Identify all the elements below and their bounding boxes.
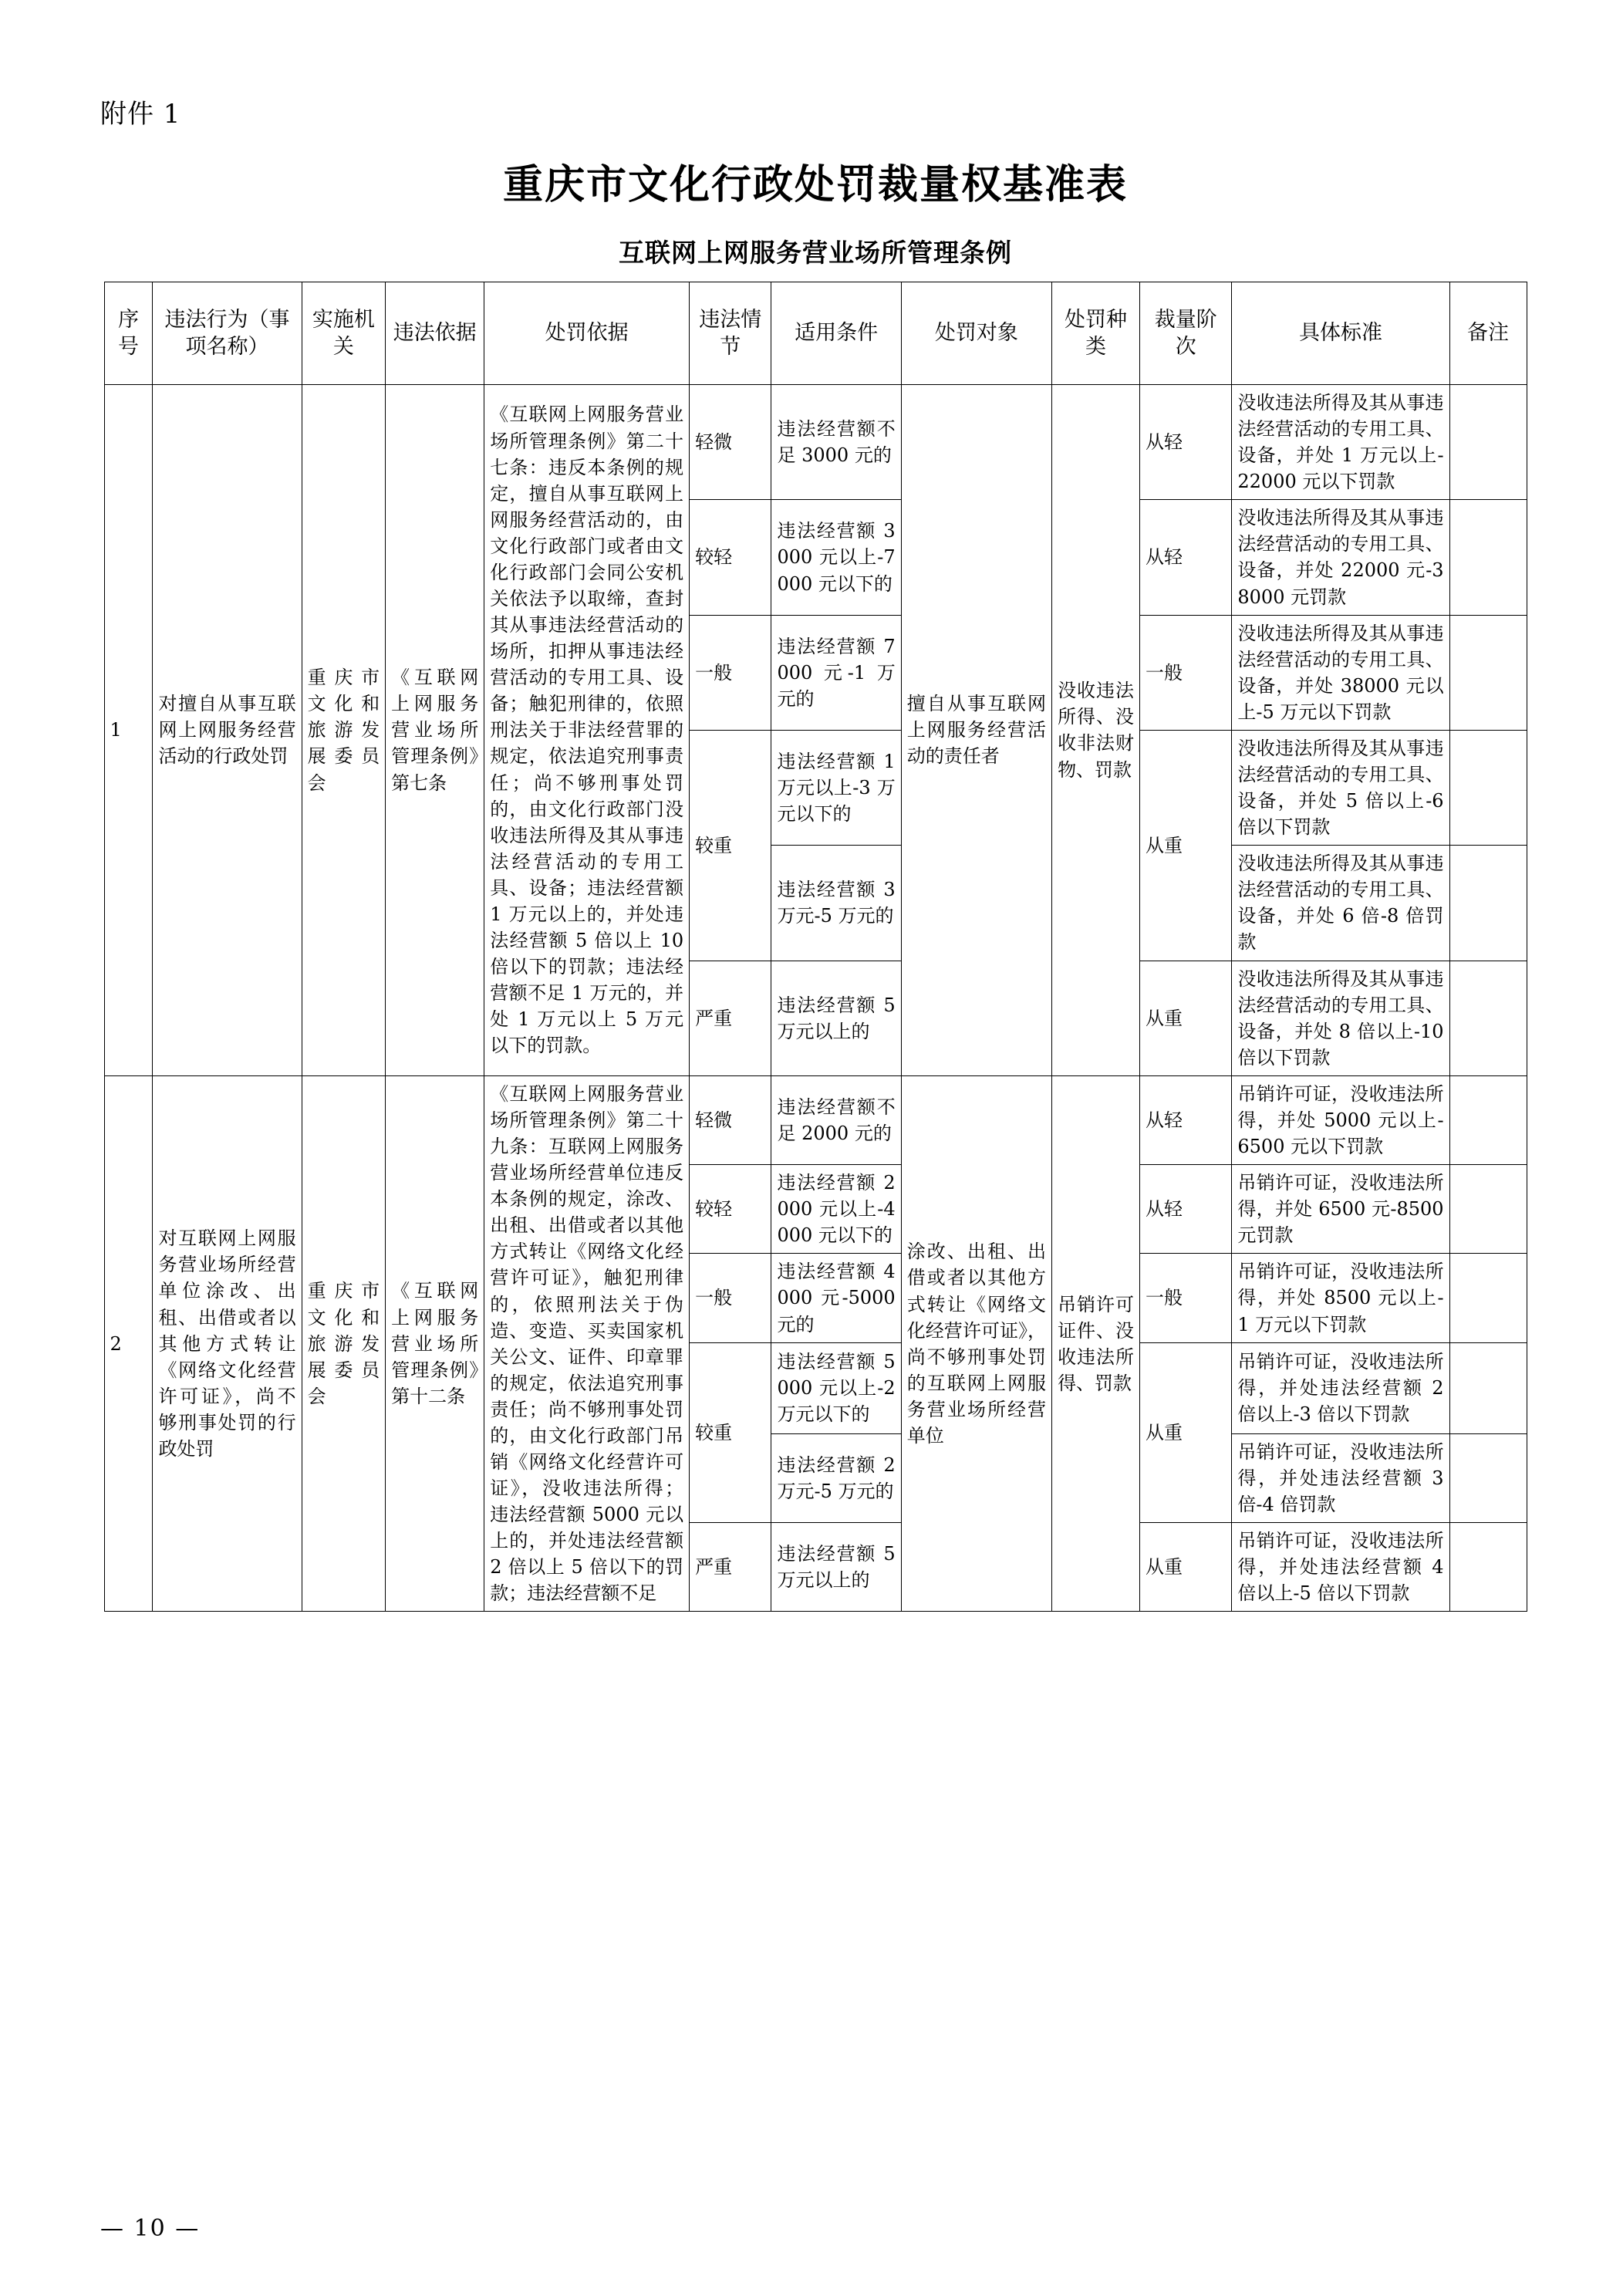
cell-note	[1449, 1523, 1527, 1612]
cell-penalty-basis: 《互联网上网服务营业场所管理条例》第二十七条：违反本条例的规定，擅自从事互联网上网服务经营活动的，由文化行政部门或者由文化行政部门会同公安机关依法予以取缔，查封其从事违法经营活动的场所，扣押从事违法经营活动的专用工具、设备；触犯刑律的，依照刑法关于非法经营罪的规定，依法追究刑事责任；尚不够刑事处罚的，由文化行政部门没收违法所得及其从事违法经营活动的专用工具、设备；违法经营额 1 万元以上的，并处违法经营额 5 倍以上 10 倍以下的罚款；违法经营额不足 1 万元的，并处 1 万元以上 5 万元以下的罚款。	[484, 385, 690, 1076]
cell-note	[1449, 615, 1527, 730]
cell-target: 擅自从事互联网上网服务经营活动的责任者	[901, 385, 1051, 1076]
cell-condition: 违法经营额 5000 元以上-2 万元以下的	[771, 1342, 901, 1433]
discretion-basis-table	[104, 282, 1527, 1612]
cell-level: 从轻	[1140, 385, 1232, 500]
cell-level: 一般	[1140, 1254, 1232, 1342]
cell-level: 从重	[1140, 961, 1232, 1075]
cell-circumstance: 轻微	[690, 385, 771, 500]
col-header-basis: 违法依据	[386, 282, 484, 385]
cell-condition: 违法经营额 1 万元以上-3 万元以下的	[771, 730, 901, 845]
col-header-target: 处罚对象	[901, 282, 1051, 385]
col-header-penalty-basis: 处罚依据	[484, 282, 690, 385]
cell-kind: 没收违法所得、没收非法财物、罚款	[1052, 385, 1140, 1076]
cell-seq: 1	[104, 385, 153, 1076]
cell-standard: 吊销许可证，没收违法所得，并处 6500 元-8500 元罚款	[1232, 1165, 1449, 1254]
cell-level: 从轻	[1140, 500, 1232, 615]
cell-act: 对互联网上网服务营业场所经营单位涂改、出租、出借或者以其他方式转让《网络文化经营许可证》，尚不够刑事处罚的行政处罚	[153, 1075, 302, 1612]
table-body	[104, 385, 1527, 1612]
cell-org: 重庆市文化和旅游发展委员会	[302, 1075, 386, 1612]
cell-condition: 违法经营额 5 万元以上的	[771, 961, 901, 1075]
cell-standard: 没收违法所得及其从事违法经营活动的专用工具、设备，并处 38000 元以上-5 万元以下罚款	[1232, 615, 1449, 730]
cell-level: 从轻	[1140, 1165, 1232, 1254]
cell-level: 从重	[1140, 730, 1232, 961]
col-header-circumstance: 违法情节	[690, 282, 771, 385]
cell-standard: 没收违法所得及其从事违法经营活动的专用工具、设备，并处 22000 元-38000 元罚款	[1232, 500, 1449, 615]
cell-circumstance: 较轻	[690, 1165, 771, 1254]
cell-condition: 违法经营额 3 万元-5 万元的	[771, 846, 901, 961]
col-header-act: 违法行为（事项名称）	[153, 282, 302, 385]
col-header-seq: 序号	[104, 282, 153, 385]
cell-circumstance: 严重	[690, 961, 771, 1075]
cell-note	[1449, 1342, 1527, 1433]
col-header-note: 备注	[1449, 282, 1527, 385]
cell-note	[1449, 961, 1527, 1075]
cell-circumstance: 一般	[690, 615, 771, 730]
cell-standard: 吊销许可证，没收违法所得，并处 5000 元以上-6500 元以下罚款	[1232, 1075, 1449, 1164]
cell-condition: 违法经营额 5 万元以上的	[771, 1523, 901, 1612]
cell-note	[1449, 1075, 1527, 1164]
cell-note	[1449, 1254, 1527, 1342]
page-number: — 10 —	[100, 2215, 201, 2242]
page-subtitle: 互联网上网服务营业场所管理条例	[619, 238, 1012, 268]
cell-target: 涂改、出租、出借或者以其他方式转让《网络文化经营许可证》，尚不够刑事处罚的互联网上网服务营业场所经营单位	[901, 1075, 1051, 1612]
cell-standard: 吊销许可证，没收违法所得，并处 8500 元以上-1 万元以下罚款	[1232, 1254, 1449, 1342]
cell-circumstance: 较重	[690, 1342, 771, 1523]
cell-circumstance: 较重	[690, 730, 771, 961]
cell-note	[1449, 1433, 1527, 1522]
cell-circumstance: 严重	[690, 1523, 771, 1612]
cell-condition: 违法经营额 7000 元-1 万元的	[771, 615, 901, 730]
cell-note	[1449, 730, 1527, 845]
cell-standard: 吊销许可证，没收违法所得，并处违法经营额 2 倍以上-3 倍以下罚款	[1232, 1342, 1449, 1433]
cell-condition: 违法经营额 2000 元以上-4000 元以下的	[771, 1165, 901, 1254]
cell-standard: 没收违法所得及其从事违法经营活动的专用工具、设备，并处 8 倍以上-10 倍以下罚款	[1232, 961, 1449, 1075]
col-header-standard: 具体标准	[1232, 282, 1449, 385]
cell-standard: 没收违法所得及其从事违法经营活动的专用工具、设备，并处 5 倍以上-6 倍以下罚款	[1232, 730, 1449, 845]
cell-level: 从重	[1140, 1523, 1232, 1612]
cell-standard: 没收违法所得及其从事违法经营活动的专用工具、设备，并处 6 倍-8 倍罚款	[1232, 846, 1449, 961]
table-header-row	[104, 282, 1527, 385]
cell-level: 一般	[1140, 615, 1232, 730]
attachment-label: 附件 1	[100, 99, 181, 130]
page-title: 重庆市文化行政处罚裁量权基准表	[502, 161, 1128, 208]
cell-condition: 违法经营额 4000 元-5000 元的	[771, 1254, 901, 1342]
cell-condition: 违法经营额不足 3000 元的	[771, 385, 901, 500]
cell-circumstance: 一般	[690, 1254, 771, 1342]
cell-org: 重庆市文化和旅游发展委员会	[302, 385, 386, 1076]
cell-condition: 违法经营额 2 万元-5 万元的	[771, 1433, 901, 1522]
cell-level: 从轻	[1140, 1075, 1232, 1164]
cell-note	[1449, 1165, 1527, 1254]
col-header-org: 实施机关	[302, 282, 386, 385]
cell-penalty-basis: 《互联网上网服务营业场所管理条例》第二十九条：互联网上网服务营业场所经营单位违反本条例的规定，涂改、出租、出借或者以其他方式转让《网络文化经营许可证》，触犯刑律的，依照刑法关于伪造、变造、买卖国家机关公文、证件、印章罪的规定，依法追究刑事责任；尚不够刑事处罚的，由文化行政部门吊销《网络文化经营许可证》，没收违法所得；违法经营额 5000 元以上的，并处违法经营额 2 倍以上 5 倍以下的罚款；违法经营额不足	[484, 1075, 690, 1612]
cell-circumstance: 轻微	[690, 1075, 771, 1164]
col-header-level: 裁量阶次	[1140, 282, 1232, 385]
cell-condition: 违法经营额 3000 元以上-7000 元以下的	[771, 500, 901, 615]
cell-note	[1449, 500, 1527, 615]
table-row	[104, 385, 1527, 500]
cell-standard: 吊销许可证，没收违法所得，并处违法经营额 4 倍以上-5 倍以下罚款	[1232, 1523, 1449, 1612]
cell-basis: 《互联网上网服务营业场所管理条例》第七条	[386, 385, 484, 1076]
col-header-condition: 适用条件	[771, 282, 901, 385]
cell-note	[1449, 846, 1527, 961]
cell-seq: 2	[104, 1075, 153, 1612]
cell-basis: 《互联网上网服务营业场所管理条例》第十二条	[386, 1075, 484, 1612]
cell-condition: 违法经营额不足 2000 元的	[771, 1075, 901, 1164]
table-row	[104, 1075, 1527, 1164]
cell-standard: 没收违法所得及其从事违法经营活动的专用工具、设备，并处 1 万元以上-22000 元以下罚款	[1232, 385, 1449, 500]
cell-level: 从重	[1140, 1342, 1232, 1523]
cell-note	[1449, 385, 1527, 500]
cell-circumstance: 较轻	[690, 500, 771, 615]
cell-act: 对擅自从事互联网上网服务经营活动的行政处罚	[153, 385, 302, 1076]
cell-standard: 吊销许可证，没收违法所得，并处违法经营额 3 倍-4 倍罚款	[1232, 1433, 1449, 1522]
cell-kind: 吊销许可证件、没收违法所得、罚款	[1052, 1075, 1140, 1612]
col-header-kind: 处罚种类	[1052, 282, 1140, 385]
